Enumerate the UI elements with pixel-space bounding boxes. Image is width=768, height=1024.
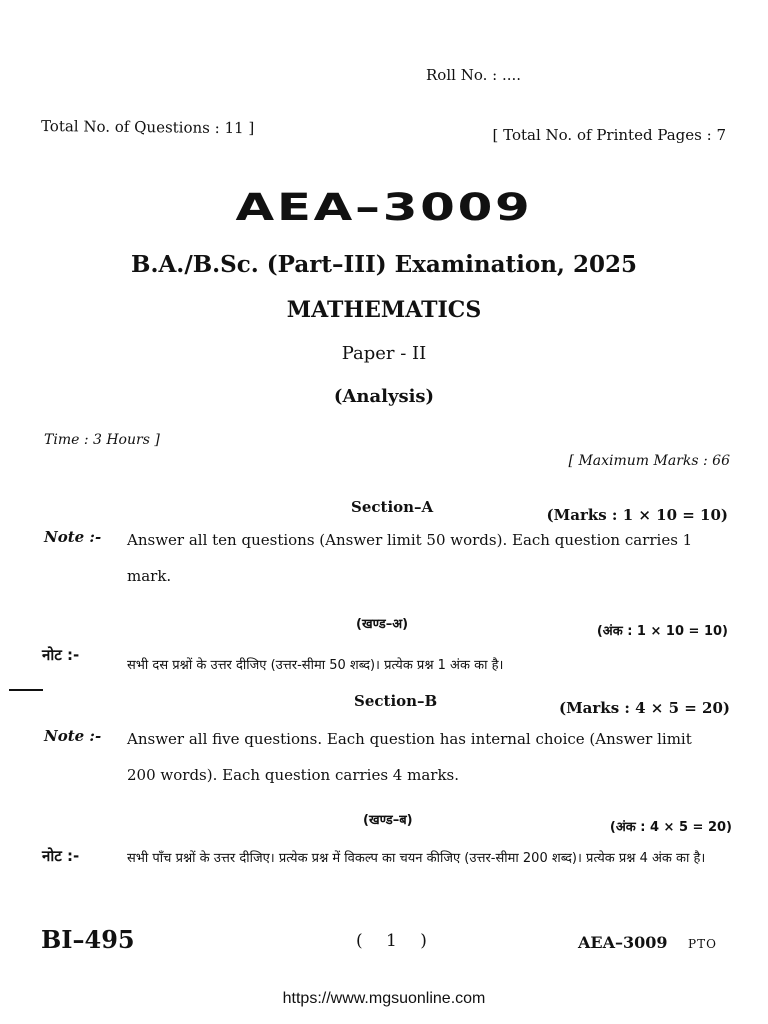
section-b-hindi-heading: (खण्ड–ब) [363,813,413,828]
booklet-code: BI–495 [41,925,135,954]
section-a-hindi-note-label: नोट :- [42,646,80,664]
exam-title: B.A./B.Sc. (Part–III) Examination, 2025 [131,251,637,278]
section-b-hindi-note-text: सभी पाँच प्रश्नों के उत्तर दीजिए। प्रत्येक प्रश्न में विकल्प का चयन कीजिए (उत्तर-सीमा 200 शब्द)। प्रत्येक प्रश्न 4 अंक का है। [127,851,706,866]
time-allowed: Time : 3 Hours ] [44,432,160,448]
section-b-marks: (Marks : 4 × 5 = 20) [558,699,730,717]
section-a-note-label: Note :- [44,528,102,546]
source-url: https://www.mgsuonline.com [282,990,486,1007]
maximum-marks: [ Maximum Marks : 66 [568,453,730,469]
margin-dash [9,689,43,691]
section-a-hindi-marks: (अंक : 1 × 10 = 10) [596,624,728,639]
total-printed-pages: [ Total No. of Printed Pages : 7 [492,126,726,144]
section-b-hindi-note-label: नोट :- [42,847,80,865]
section-a-hindi-note-text: सभी दस प्रश्नों के उत्तर दीजिए (उत्तर-सीमा 50 शब्द)। प्रत्येक प्रश्न 1 अंक का है। [127,658,504,673]
section-a-marks: (Marks : 1 × 10 = 10) [546,506,728,524]
paper-topic: (Analysis) [333,386,435,407]
section-b-note-label: Note :- [44,727,102,745]
subject-title: MATHEMATICS [286,297,482,323]
roll-number: Roll No. : .... [426,66,522,84]
section-a-hindi-heading: (खण्ड–अ) [356,617,409,632]
please-turn-over: PTO [688,937,717,951]
paper-code-title: AEA–3009 [235,186,533,229]
section-b-note-text: Answer all five questions. Each question has internal choice (Answer limit 200 words). Each question carries 4 marks. [127,730,692,784]
paper-number: Paper - II [341,343,427,364]
footer-paper-code: AEA–3009 [578,933,668,952]
section-b-hindi-marks: (अंक : 4 × 5 = 20) [609,820,732,835]
section-a-heading: Section–A [351,498,434,516]
page-number: ( 1 ) [356,931,427,951]
section-b-heading: Section–B [354,692,438,710]
section-a-note-text: Answer all ten questions (Answer limit 50 words). Each question carries 1 mark. [127,531,693,585]
total-questions: Total No. of Questions : 11 ] [40,117,255,138]
